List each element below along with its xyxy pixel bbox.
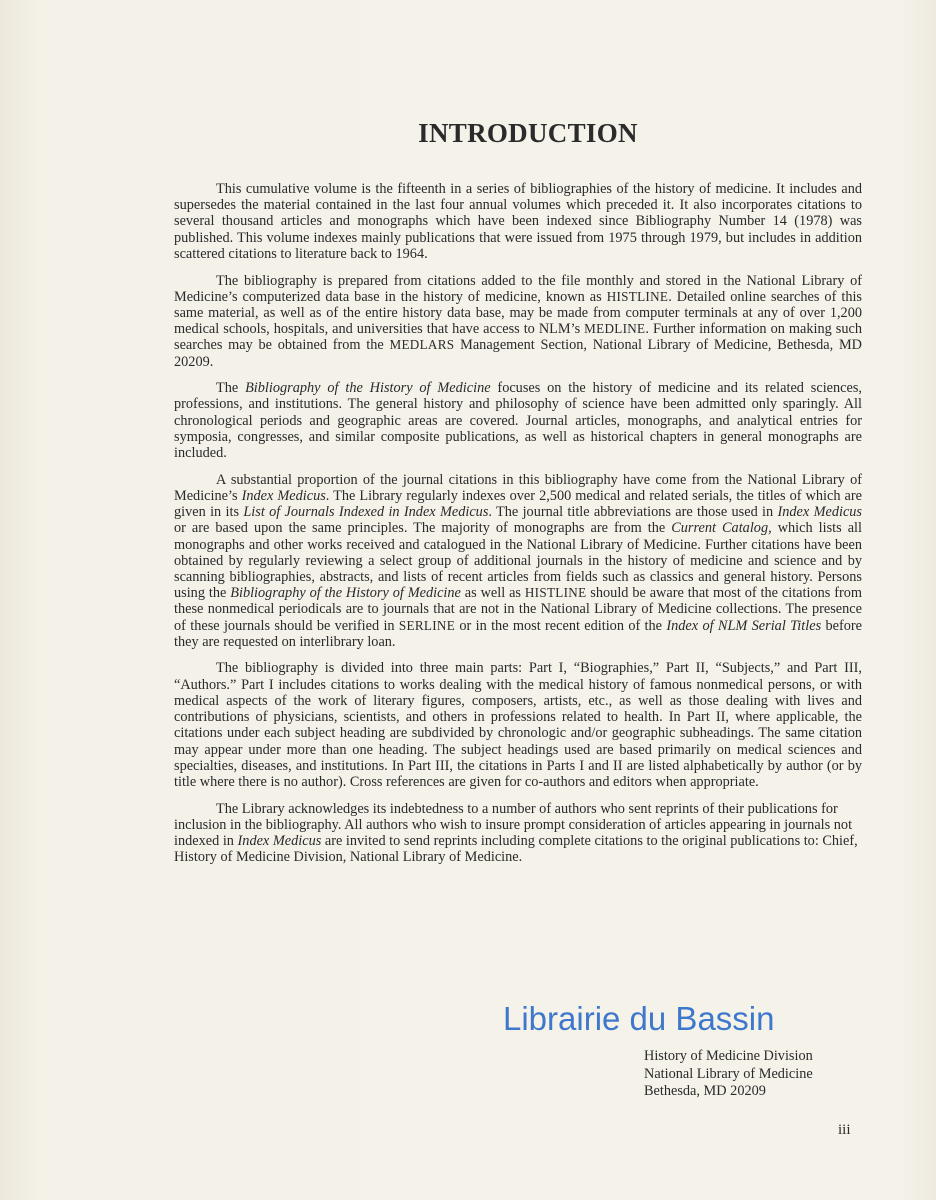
text-run: or are based upon the same principles. The majority of monographs are from the: [174, 520, 672, 537]
page-number: iii: [838, 1122, 851, 1138]
text-run: The Library acknowledges its indebtedness to a number of authors who sent reprints of their publications for inclusion in the bibliography. All authors who wish to insure prompt consideration of articles appearing in journals not indexed in: [174, 800, 853, 850]
text-run: before they are requested on interlibrary loan.: [174, 617, 862, 650]
text-run: . The journal title abbreviations are those used in: [488, 504, 778, 521]
text-run: or in the most recent edition of the: [455, 617, 667, 634]
medlars-term: MEDLARS: [389, 337, 455, 353]
text-run: . The Library regularly indexes over 2,500 medical and related serials, the titles of which are given in its: [174, 487, 862, 521]
histline-term: HISTLINE: [606, 288, 669, 304]
text-run: which lists all monographs and other works received and catalogued in the National Library of Medicine. Further citations have been obtained by regularly reviewing a select group of additional journals in the history of medicine and science and by scanning bibliographies, abstracts, and lists of recent articles from fields such as classics and general history. Persons using the: [174, 520, 862, 602]
text-run: . Further information on making such searches may be obtained from the: [174, 321, 862, 354]
page-title: INTRODUCTION: [418, 118, 638, 148]
text-run: as well as: [460, 585, 525, 602]
paragraph-4: [174, 472, 862, 650]
paragraph-1: This cumulative volume is the fifteenth in a series of bibliographies of the history of medicine. It includes and supersedes the material contained in the last four annual volumes which preceded it. It also incorporates citations to several thousand articles and monographs which have been indexed since Bibliography Number 14 (1978) was published. This volume indexes mainly publications that were issued from 1975 through 1979, but includes in addition scattered citations to literature back to 1964.: [174, 181, 862, 262]
text-run: focuses on the history of medicine and its related sciences, professions, and institutions. The general history and philosophy of science have been admitted only sparingly. All chronological periods and geographic areas are covered. Journal articles, monographs, and analytical entries for symposia, congresses, and similar composite publications, as well as historical chapters in general monographs are included.: [174, 380, 862, 462]
text-run: . Detailed online searches of this same material, as well as of the entire history data base, may be made from computer terminals at any of over 1,200 medical schools, hospitals, and universities that have access to NLM’s: [174, 288, 862, 338]
paragraph-2: [174, 273, 862, 370]
medline-term: MEDLINE: [584, 321, 646, 337]
signature-line-address: Bethesda, MD 20209: [644, 1083, 766, 1099]
signature-line-library: National Library of Medicine: [644, 1065, 813, 1082]
publication-title: Bibliography of the History of Medicine: [230, 585, 461, 602]
text-run: A substantial proportion of the journal citations in this bibliography have come from the National Library of Medicine’s: [174, 471, 862, 504]
text-run: The bibliography is prepared from citations added to the file monthly and stored in the National Library of Medicine’s computerized data base in the history of medicine, known as: [174, 272, 862, 305]
paragraph-6: [174, 801, 862, 866]
introduction-body: [174, 181, 862, 876]
publication-title: Index of NLM Serial Titles: [666, 617, 822, 634]
histline-term: HISTLINE: [524, 585, 587, 601]
watermark: Librairie du Bassin: [503, 1000, 775, 1037]
text-run: should be aware that most of the citations from these nonmedical periodicals are to journals that are not in the National Library of Medicine collections. The presence of these journals should be verified in: [174, 585, 862, 634]
publication-title: List of Journals Indexed in Index Medicus: [243, 504, 489, 521]
paragraph-5: The bibliography is divided into three main parts: Part I, “Biographies,” Part II, “Subjects,” and Part III, “Authors.” Part I includes citations to works dealing with the medical history of famous nonmedical persons, or with medical aspects of the work of literary figures, composers, artists, etc., as well as those dealing with lives and contributions of physicians, scientists, and others in professions related to health. In Part II, where applicable, the citations under each subject heading are subdivided by chronologic and/or geographic subheadings. The same citation may appear under more than one heading. The subject headings used are based primarily on medical sciences and specialties, diseases, and institutions. In Part III, the citations in Parts I and II are listed alphabetically by author (or by title where there is no author). Cross references are given for co-authors and editors when appropriate.: [174, 660, 862, 790]
text-run: are invited to send reprints including complete citations to the original publications to: Chief, History of Medicine Division, National Library of Medicine.: [174, 833, 858, 866]
publication-title: Current Catalog,: [671, 520, 772, 537]
publication-title: Index Medicus: [241, 487, 326, 504]
serline-term: SERLINE: [398, 617, 456, 633]
publication-title: Index Medicus: [777, 504, 862, 521]
publication-title: Bibliography of the History of Medicine: [245, 380, 491, 397]
paragraph-3: [174, 380, 862, 461]
text-run: Management Section, National Library of Medicine, Bethesda, MD 20209.: [174, 337, 862, 370]
signature-line-division: History of Medicine Division: [644, 1048, 813, 1064]
publication-title: Index Medicus: [237, 833, 322, 850]
signature-block: [644, 1048, 813, 1101]
text-run: The: [216, 380, 246, 397]
